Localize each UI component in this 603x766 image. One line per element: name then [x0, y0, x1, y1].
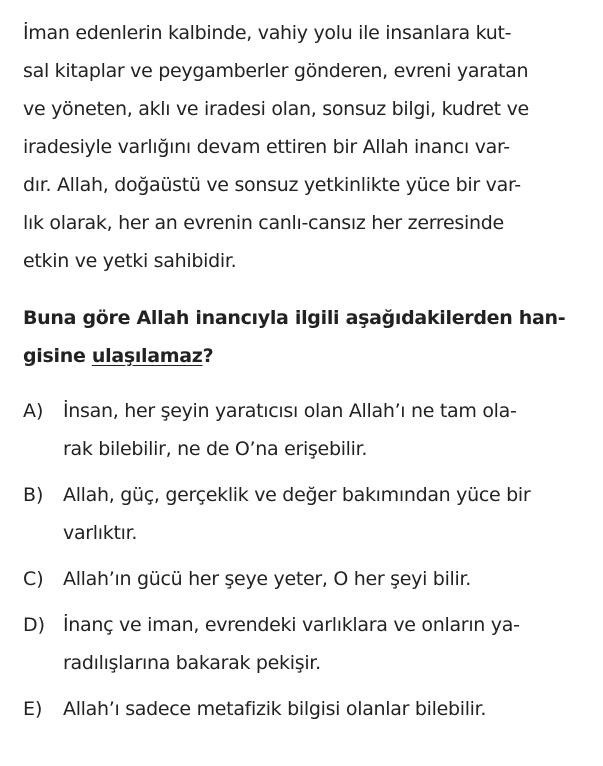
option-line: İnanç ve iman, evrendeki varlıklara ve onların ya- — [63, 614, 520, 636]
option-a[interactable] — [23, 392, 583, 468]
passage-line: lık olarak, her an evrenin canlı-cansız her zerresinde — [23, 212, 504, 234]
option-line: İnsan, her şeyin yaratıcısı olan Allah’ı ne tam ola- — [63, 400, 517, 422]
question-prefix: gisine — [23, 345, 92, 367]
question-stem — [23, 299, 583, 375]
answer-options — [23, 392, 583, 728]
question-line: Buna göre Allah inancıyla ilgili aşağıdakilerden han- — [23, 307, 566, 329]
option-letter: C) — [23, 568, 44, 590]
option-d[interactable] — [23, 606, 583, 682]
option-line: rak bilebilir, ne de O’na erişebilir. — [63, 438, 368, 460]
option-c[interactable] — [23, 560, 583, 598]
option-letter: A) — [23, 400, 44, 422]
option-text — [63, 690, 583, 728]
option-line: radılışlarına bakarak pekişir. — [63, 652, 321, 674]
passage-line: iradesiyle varlığını devam ettiren bir Allah inancı var- — [23, 136, 510, 158]
option-letter: B) — [23, 484, 44, 506]
passage-text — [23, 14, 583, 280]
question-keyword: ulaşılamaz — [91, 345, 203, 367]
option-text — [63, 476, 583, 552]
option-text — [63, 392, 583, 468]
option-line: Allah’ın gücü her şeye yeter, O her şeyi bilir. — [63, 568, 472, 590]
option-text — [63, 606, 583, 682]
option-b[interactable] — [23, 476, 583, 552]
option-letter: E) — [23, 698, 43, 720]
option-line: Allah, güç, gerçeklik ve değer bakımından yüce bir — [63, 484, 531, 506]
question-mark: ? — [202, 345, 214, 367]
option-line: varlıktır. — [63, 522, 138, 544]
passage-line: ve yöneten, aklı ve iradesi olan, sonsuz bilgi, kudret ve — [23, 98, 529, 120]
option-text — [63, 560, 583, 598]
option-e[interactable] — [23, 690, 583, 728]
passage-line: sal kitaplar ve peygamberler gönderen, evreni yaratan — [23, 60, 529, 82]
option-line: Allah’ı sadece metafizik bilgisi olanlar bilebilir. — [63, 698, 487, 720]
option-letter: D) — [23, 614, 46, 636]
question-page — [23, 14, 583, 736]
passage-line: etkin ve yetki sahibidir. — [23, 250, 237, 272]
passage-line: dır. Allah, doğaüstü ve sonsuz yetkinlikte yüce bir var- — [23, 174, 521, 196]
question-line — [23, 337, 583, 375]
passage-line: İman edenlerin kalbinde, vahiy yolu ile insanlara kut- — [23, 22, 512, 44]
